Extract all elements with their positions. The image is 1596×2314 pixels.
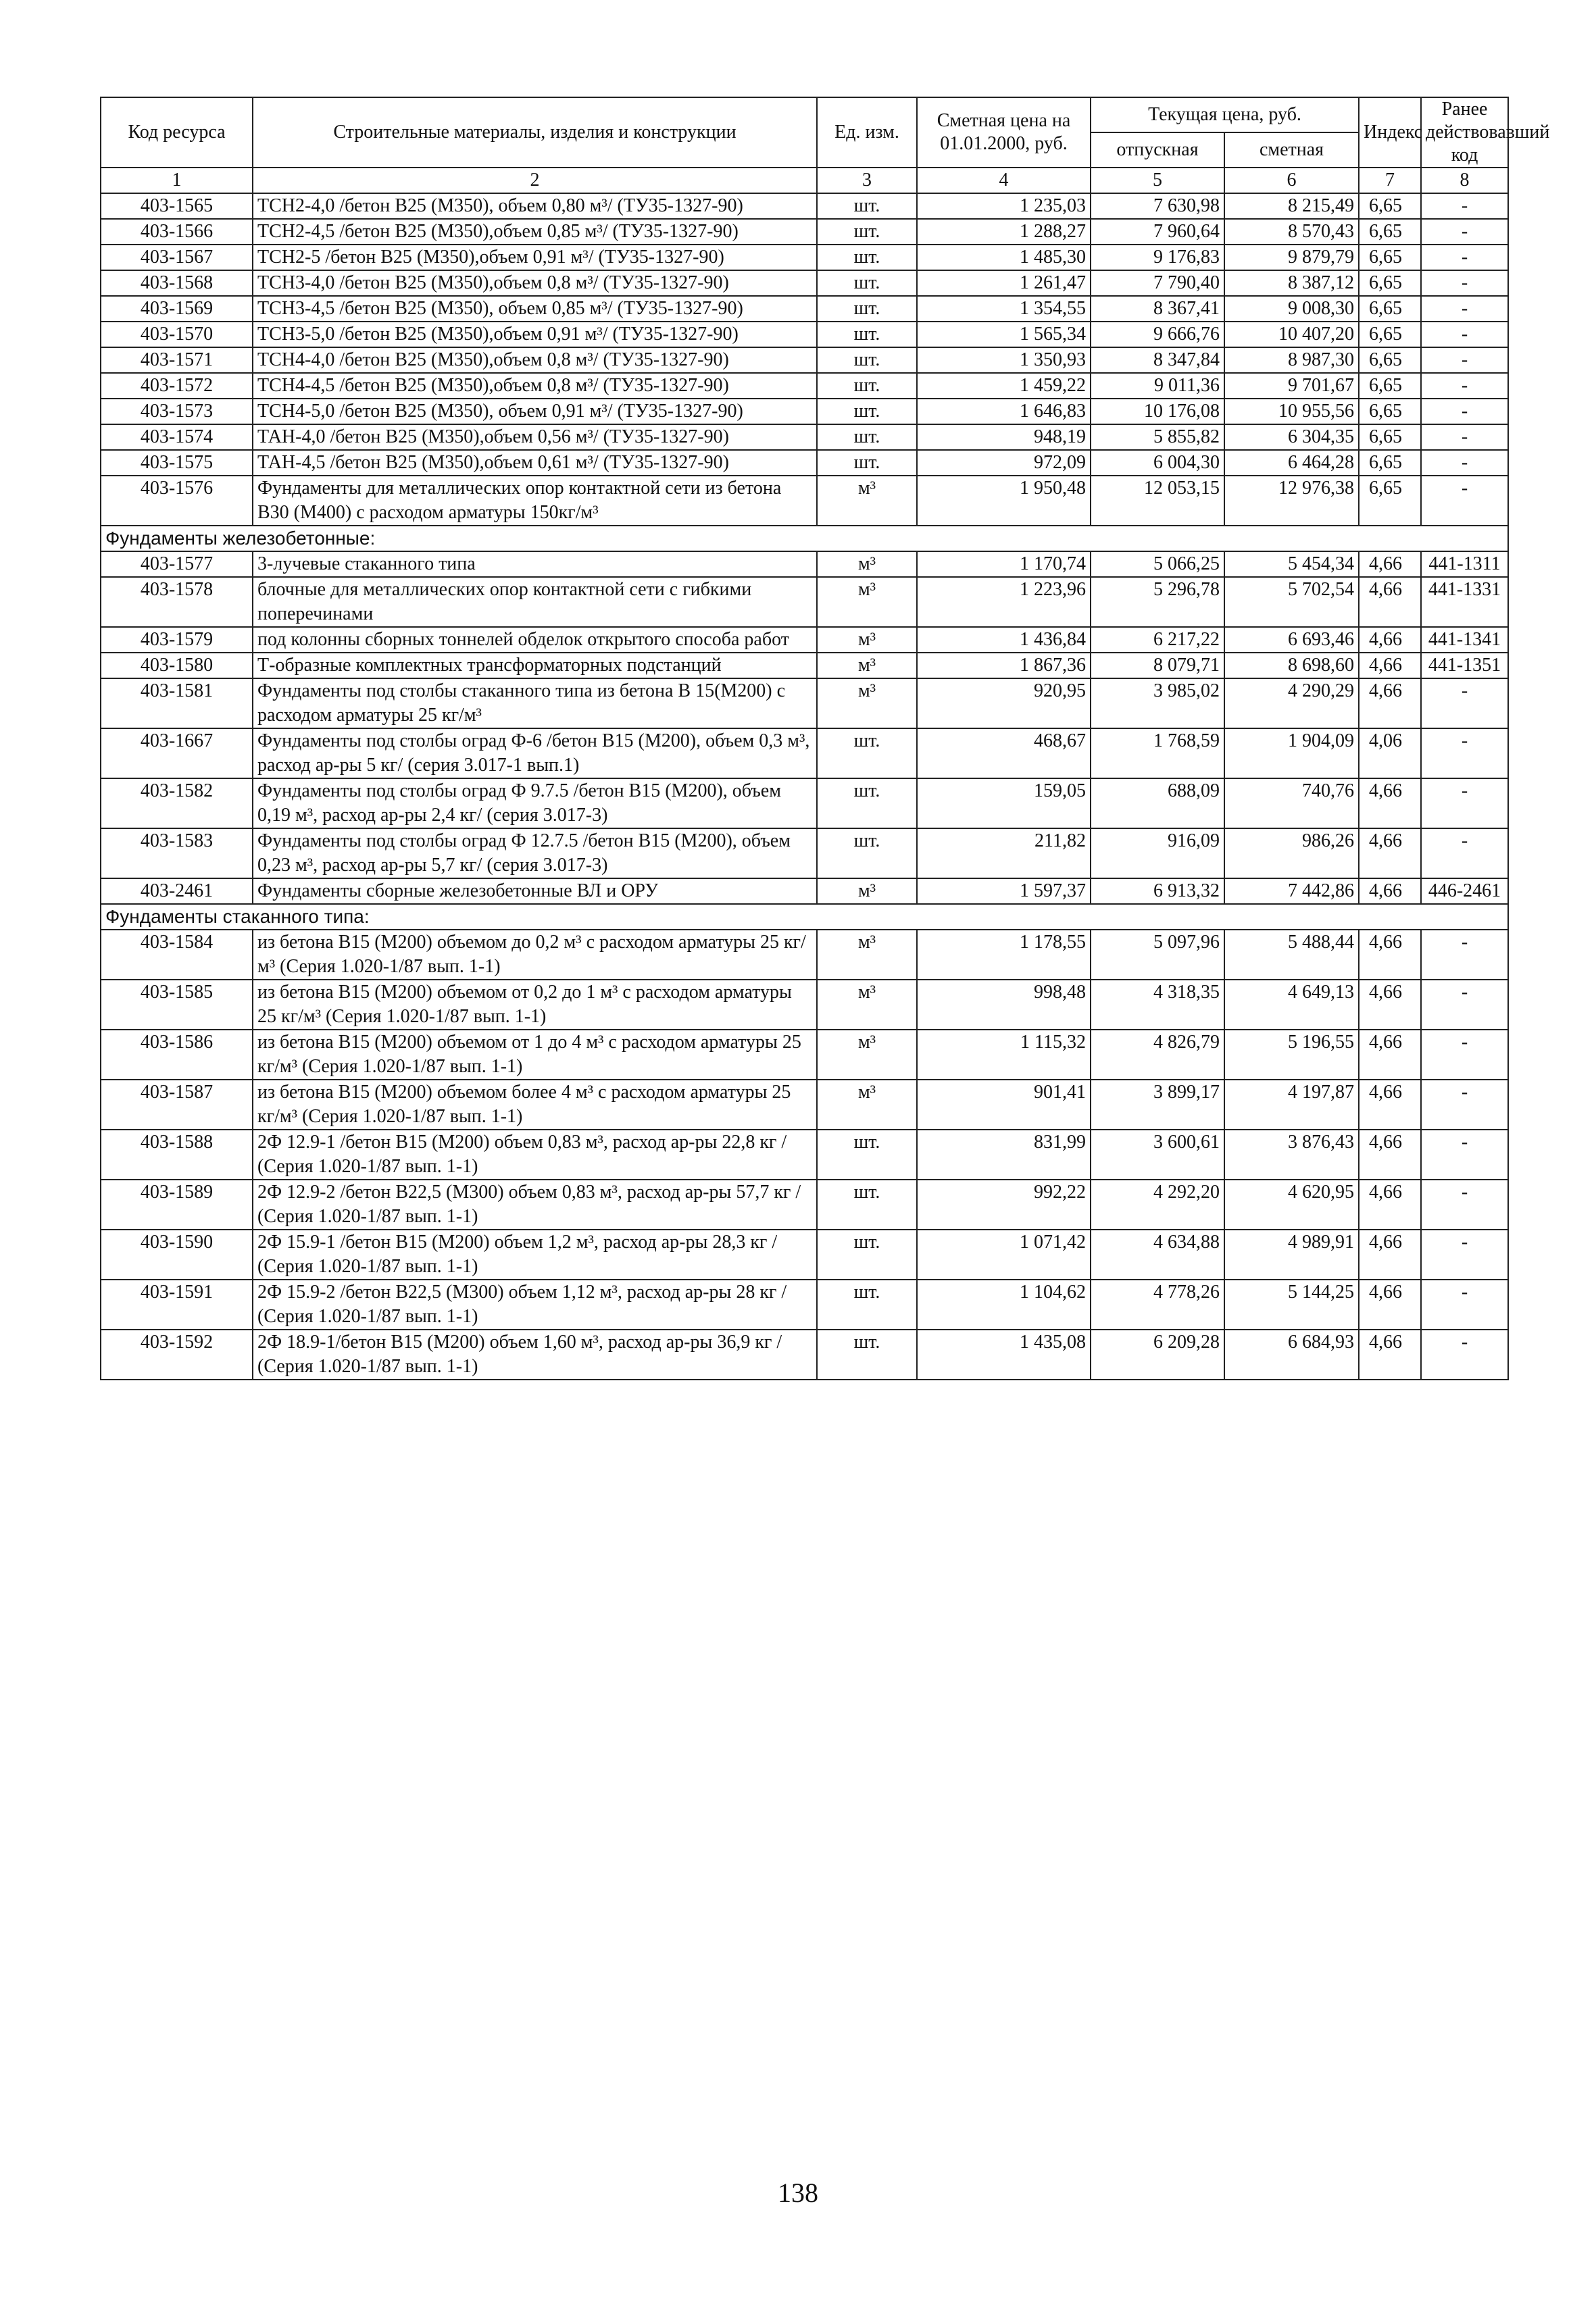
base-price: 992,22 [917,1180,1091,1230]
base-price: 972,09 [917,450,1091,476]
table-row [101,1330,1508,1380]
release-price: 8 079,71 [1091,653,1224,678]
previous-code: 441-1311 [1421,551,1508,577]
resource-code: 403-1570 [101,322,253,347]
column-number: 8 [1421,168,1508,193]
previous-code: - [1421,728,1508,778]
resource-code: 403-1581 [101,678,253,728]
release-price: 6 004,30 [1091,450,1224,476]
previous-code: - [1421,476,1508,526]
resource-code: 403-1577 [101,551,253,577]
resource-code: 403-1572 [101,373,253,399]
table-row [101,245,1508,270]
resource-code: 403-1667 [101,728,253,778]
price-index: 4,66 [1359,551,1421,577]
price-index: 6,65 [1359,193,1421,219]
previous-code: - [1421,1080,1508,1130]
material-name: Фундаменты для металлических опор контактной сети из бетона В30 (М400) с расходом арматуры 150кг/м³ [253,476,817,526]
table-row [101,778,1508,828]
estimate-price: 740,76 [1224,778,1359,828]
price-index: 4,66 [1359,678,1421,728]
estimate-price: 4 649,13 [1224,980,1359,1030]
material-name: 2Ф 18.9-1/бетон В15 (М200) объем 1,60 м³, расход ар-ры 36,9 кг / (Серия 1.020-1/87 вып. 1-1) [253,1330,817,1380]
table-body [101,168,1508,1380]
estimate-price: 5 488,44 [1224,930,1359,980]
resource-code: 403-1573 [101,399,253,424]
unit: м³ [817,1030,917,1080]
material-name: Фундаменты под столбы оград Ф 12.7.5 /бетон В15 (М200), объем 0,23 м³, расход ар-ры 5,7 кг/ (серия 3.017-3) [253,828,817,878]
base-price: 1 436,84 [917,627,1091,653]
base-price: 1 459,22 [917,373,1091,399]
price-index: 6,65 [1359,476,1421,526]
estimate-price: 4 197,87 [1224,1080,1359,1130]
unit: м³ [817,930,917,980]
base-price: 948,19 [917,424,1091,450]
release-price: 7 790,40 [1091,270,1224,296]
table-row [101,476,1508,526]
release-price: 4 634,88 [1091,1230,1224,1280]
estimate-price: 5 144,25 [1224,1280,1359,1330]
estimate-price: 7 442,86 [1224,878,1359,904]
price-table [100,97,1550,1380]
material-name: 3-лучевые стаканного типа [253,551,817,577]
resource-code: 403-1591 [101,1280,253,1330]
previous-code: - [1421,399,1508,424]
resource-code: 403-1585 [101,980,253,1030]
table-row [101,1280,1508,1330]
column-number: 3 [817,168,917,193]
table-row [101,399,1508,424]
release-price: 6 217,22 [1091,627,1224,653]
base-price: 1 071,42 [917,1230,1091,1280]
price-index: 4,06 [1359,728,1421,778]
price-index: 4,66 [1359,1330,1421,1380]
unit: шт. [817,347,917,373]
table-row [101,296,1508,322]
unit: шт. [817,728,917,778]
previous-code: 441-1341 [1421,627,1508,653]
resource-code: 403-1590 [101,1230,253,1280]
release-price: 1 768,59 [1091,728,1224,778]
release-price: 4 318,35 [1091,980,1224,1030]
estimate-price: 5 454,34 [1224,551,1359,577]
header-index: Индекс [1359,97,1421,168]
material-name: Т-образные комплектных трансформаторных подстанций [253,653,817,678]
table-header-row [101,97,1508,132]
header-name: Строительные материалы, изделия и конструкции [253,97,817,168]
base-price: 1 646,83 [917,399,1091,424]
price-index: 4,66 [1359,878,1421,904]
unit: шт. [817,399,917,424]
resource-code: 403-1571 [101,347,253,373]
unit: шт. [817,828,917,878]
base-price: 1 435,08 [917,1330,1091,1380]
unit: шт. [817,296,917,322]
release-price: 7 960,64 [1091,219,1224,245]
price-index: 4,66 [1359,1280,1421,1330]
material-name: ТСН3-4,5 /бетон В25 (М350), объем 0,85 м³/ (ТУ35-1327-90) [253,296,817,322]
unit: м³ [817,551,917,577]
price-index: 6,65 [1359,450,1421,476]
base-price: 901,41 [917,1080,1091,1130]
header-current-price: Текущая цена, руб. [1091,97,1359,132]
price-table-sheet [100,97,1550,1380]
previous-code: - [1421,270,1508,296]
resource-code: 403-2461 [101,878,253,904]
unit: м³ [817,653,917,678]
estimate-price: 12 976,38 [1224,476,1359,526]
header-code: Код ресурса [101,97,253,168]
page-number: 138 [778,2178,818,2208]
unit: шт. [817,193,917,219]
estimate-price: 1 904,09 [1224,728,1359,778]
previous-code: - [1421,678,1508,728]
table-row [101,347,1508,373]
previous-code: - [1421,1330,1508,1380]
unit: м³ [817,476,917,526]
material-name: из бетона В15 (М200) объемом от 0,2 до 1 м³ с расходом арматуры 25 кг/м³ (Серия 1.020-1/87 вып. 1-1) [253,980,817,1030]
unit: шт. [817,1230,917,1280]
price-index: 4,66 [1359,1080,1421,1130]
resource-code: 403-1568 [101,270,253,296]
estimate-price: 3 876,43 [1224,1130,1359,1180]
table-row [101,1080,1508,1130]
previous-code: - [1421,193,1508,219]
unit: м³ [817,1080,917,1130]
base-price: 1 170,74 [917,551,1091,577]
table-row [101,1180,1508,1230]
price-index: 4,66 [1359,980,1421,1030]
table-row [101,678,1508,728]
column-number: 2 [253,168,817,193]
price-index: 4,66 [1359,627,1421,653]
price-index: 6,65 [1359,296,1421,322]
release-price: 5 296,78 [1091,577,1224,627]
release-price: 9 176,83 [1091,245,1224,270]
release-price: 3 600,61 [1091,1130,1224,1180]
unit: м³ [817,878,917,904]
base-price: 1 223,96 [917,577,1091,627]
material-name: Фундаменты сборные железобетонные ВЛ и ОРУ [253,878,817,904]
previous-code: 441-1331 [1421,577,1508,627]
section-title-row [101,904,1508,930]
release-price: 688,09 [1091,778,1224,828]
material-name: блочные для металлических опор контактной сети с гибкими поперечинами [253,577,817,627]
price-index: 4,66 [1359,577,1421,627]
unit: шт. [817,1280,917,1330]
unit: шт. [817,1180,917,1230]
table-row [101,219,1508,245]
table-row [101,373,1508,399]
resource-code: 403-1592 [101,1330,253,1380]
price-index: 6,65 [1359,373,1421,399]
release-price: 5 097,96 [1091,930,1224,980]
table-row [101,270,1508,296]
table-row [101,424,1508,450]
table-row [101,1130,1508,1180]
resource-code: 403-1579 [101,627,253,653]
table-row [101,930,1508,980]
unit: шт. [817,245,917,270]
table-row [101,193,1508,219]
resource-code: 403-1580 [101,653,253,678]
estimate-price: 6 464,28 [1224,450,1359,476]
previous-code: - [1421,1230,1508,1280]
previous-code: - [1421,424,1508,450]
base-price: 920,95 [917,678,1091,728]
table-row [101,828,1508,878]
material-name: 2Ф 12.9-1 /бетон В15 (М200) объем 0,83 м³, расход ар-ры 22,8 кг / (Серия 1.020-1/87 вып. 1-1) [253,1130,817,1180]
resource-code: 403-1586 [101,1030,253,1080]
release-price: 916,09 [1091,828,1224,878]
material-name: под колонны сборных тоннелей обделок открытого способа работ [253,627,817,653]
material-name: ТСН4-4,5 /бетон В25 (М350),объем 0,8 м³/ (ТУ35-1327-90) [253,373,817,399]
estimate-price: 5 702,54 [1224,577,1359,627]
table-row [101,551,1508,577]
table-row [101,450,1508,476]
resource-code: 403-1575 [101,450,253,476]
base-price: 1 350,93 [917,347,1091,373]
base-price: 1 597,37 [917,878,1091,904]
release-price: 6 913,32 [1091,878,1224,904]
previous-code: - [1421,296,1508,322]
estimate-price: 9 701,67 [1224,373,1359,399]
price-index: 6,65 [1359,270,1421,296]
estimate-price: 8 570,43 [1224,219,1359,245]
material-name: из бетона В15 (М200) объемом до 0,2 м³ с расходом арматуры 25 кг/м³ (Серия 1.020-1/87 вып. 1-1) [253,930,817,980]
price-index: 4,66 [1359,1180,1421,1230]
resource-code: 403-1582 [101,778,253,828]
estimate-price: 5 196,55 [1224,1030,1359,1080]
unit: шт. [817,219,917,245]
unit: шт. [817,1130,917,1180]
previous-code: - [1421,778,1508,828]
release-price: 3 985,02 [1091,678,1224,728]
estimate-price: 6 693,46 [1224,627,1359,653]
resource-code: 403-1578 [101,577,253,627]
previous-code: - [1421,373,1508,399]
estimate-price: 6 304,35 [1224,424,1359,450]
release-price: 9 666,76 [1091,322,1224,347]
column-number-row [101,168,1508,193]
table-row [101,878,1508,904]
material-name: ТАН-4,0 /бетон В25 (М350),объем 0,56 м³/ (ТУ35-1327-90) [253,424,817,450]
material-name: ТСН2-5 /бетон В25 (М350),объем 0,91 м³/ (ТУ35-1327-90) [253,245,817,270]
previous-code: - [1421,1030,1508,1080]
resource-code: 403-1583 [101,828,253,878]
resource-code: 403-1574 [101,424,253,450]
resource-code: 403-1576 [101,476,253,526]
base-price: 468,67 [917,728,1091,778]
release-price: 9 011,36 [1091,373,1224,399]
base-price: 831,99 [917,1130,1091,1180]
material-name: ТАН-4,5 /бетон В25 (М350),объем 0,61 м³/ (ТУ35-1327-90) [253,450,817,476]
header-base-price: Сметная цена на 01.01.2000, руб. [917,97,1091,168]
estimate-price: 6 684,93 [1224,1330,1359,1380]
table-row [101,653,1508,678]
estimate-price: 4 290,29 [1224,678,1359,728]
material-name: ТСН2-4,0 /бетон В25 (М350), объем 0,80 м³/ (ТУ35-1327-90) [253,193,817,219]
previous-code: - [1421,450,1508,476]
release-price: 10 176,08 [1091,399,1224,424]
unit: шт. [817,373,917,399]
price-index: 4,66 [1359,778,1421,828]
estimate-price: 9 879,79 [1224,245,1359,270]
unit: м³ [817,980,917,1030]
release-price: 5 855,82 [1091,424,1224,450]
column-number: 1 [101,168,253,193]
header-prev-code: Ранее действовавший код [1421,97,1508,168]
previous-code: - [1421,1180,1508,1230]
unit: шт. [817,778,917,828]
release-price: 4 826,79 [1091,1030,1224,1080]
table-row [101,627,1508,653]
previous-code: - [1421,245,1508,270]
resource-code: 403-1589 [101,1180,253,1230]
release-price: 4 292,20 [1091,1180,1224,1230]
price-index: 4,66 [1359,653,1421,678]
material-name: ТСН2-4,5 /бетон В25 (М350),объем 0,85 м³/ (ТУ35-1327-90) [253,219,817,245]
material-name: из бетона В15 (М200) объемом более 4 м³ с расходом арматуры 25 кг/м³ (Серия 1.020-1/87 вып. 1-1) [253,1080,817,1130]
table-row [101,728,1508,778]
table-row [101,322,1508,347]
base-price: 998,48 [917,980,1091,1030]
price-index: 4,66 [1359,1230,1421,1280]
unit: шт. [817,270,917,296]
column-number: 5 [1091,168,1224,193]
resource-code: 403-1565 [101,193,253,219]
estimate-price: 4 989,91 [1224,1230,1359,1280]
material-name: ТСН4-4,0 /бетон В25 (М350),объем 0,8 м³/ (ТУ35-1327-90) [253,347,817,373]
previous-code: - [1421,930,1508,980]
unit: шт. [817,322,917,347]
base-price: 1 354,55 [917,296,1091,322]
price-index: 4,66 [1359,930,1421,980]
section-title: Фундаменты железобетонные: [101,526,1508,551]
unit: м³ [817,627,917,653]
previous-code: 446-2461 [1421,878,1508,904]
price-index: 4,66 [1359,828,1421,878]
section-title-row [101,526,1508,551]
table-row [101,577,1508,627]
estimate-price: 8 215,49 [1224,193,1359,219]
previous-code: - [1421,1280,1508,1330]
resource-code: 403-1584 [101,930,253,980]
base-price: 1 565,34 [917,322,1091,347]
estimate-price: 986,26 [1224,828,1359,878]
base-price: 1 178,55 [917,930,1091,980]
release-price: 5 066,25 [1091,551,1224,577]
base-price: 1 288,27 [917,219,1091,245]
release-price: 7 630,98 [1091,193,1224,219]
material-name: Фундаменты под столбы стаканного типа из бетона В 15(М200) с расходом арматуры 25 кг/м³ [253,678,817,728]
material-name: ТСН3-5,0 /бетон В25 (М350),объем 0,91 м³/ (ТУ35-1327-90) [253,322,817,347]
release-price: 8 347,84 [1091,347,1224,373]
material-name: 2Ф 15.9-2 /бетон В22,5 (М300) объем 1,12 м³, расход ар-ры 28 кг / (Серия 1.020-1/87 вып. 1-1) [253,1280,817,1330]
table-row [101,1230,1508,1280]
price-index: 4,66 [1359,1130,1421,1180]
estimate-price: 9 008,30 [1224,296,1359,322]
resource-code: 403-1567 [101,245,253,270]
estimate-price: 4 620,95 [1224,1180,1359,1230]
unit: шт. [817,424,917,450]
previous-code: 441-1351 [1421,653,1508,678]
unit: м³ [817,577,917,627]
release-price: 3 899,17 [1091,1080,1224,1130]
column-number: 7 [1359,168,1421,193]
previous-code: - [1421,347,1508,373]
unit: шт. [817,450,917,476]
material-name: ТСН4-5,0 /бетон В25 (М350), объем 0,91 м³/ (ТУ35-1327-90) [253,399,817,424]
previous-code: - [1421,1130,1508,1180]
release-price: 12 053,15 [1091,476,1224,526]
unit: м³ [817,678,917,728]
column-number: 4 [917,168,1091,193]
price-index: 6,65 [1359,322,1421,347]
base-price: 1 950,48 [917,476,1091,526]
section-title: Фундаменты стаканного типа: [101,904,1508,930]
price-index: 6,65 [1359,347,1421,373]
header-release-price: отпускная [1091,132,1224,168]
material-name: из бетона В15 (М200) объемом от 1 до 4 м³ с расходом арматуры 25 кг/м³ (Серия 1.020-1/87 вып. 1-1) [253,1030,817,1080]
price-index: 4,66 [1359,1030,1421,1080]
release-price: 4 778,26 [1091,1280,1224,1330]
base-price: 1 261,47 [917,270,1091,296]
column-number: 6 [1224,168,1359,193]
price-index: 6,65 [1359,219,1421,245]
unit: шт. [817,1330,917,1380]
price-index: 6,65 [1359,245,1421,270]
price-index: 6,65 [1359,399,1421,424]
material-name: ТСН3-4,0 /бетон В25 (М350),объем 0,8 м³/ (ТУ35-1327-90) [253,270,817,296]
header-estimate-price: сметная [1224,132,1359,168]
base-price: 1 867,36 [917,653,1091,678]
previous-code: - [1421,219,1508,245]
material-name: Фундаменты под столбы оград Ф 9.7.5 /бетон В15 (М200), объем 0,19 м³, расход ар-ры 2,4 кг/ (серия 3.017-3) [253,778,817,828]
base-price: 1 115,32 [917,1030,1091,1080]
base-price: 1 485,30 [917,245,1091,270]
material-name: Фундаменты под столбы оград Ф-6 /бетон В15 (М200), объем 0,3 м³, расход ар-ры 5 кг/ (серия 3.017-1 вып.1) [253,728,817,778]
resource-code: 403-1566 [101,219,253,245]
release-price: 6 209,28 [1091,1330,1224,1380]
previous-code: - [1421,828,1508,878]
header-unit: Ед. изм. [817,97,917,168]
estimate-price: 8 987,30 [1224,347,1359,373]
estimate-price: 8 698,60 [1224,653,1359,678]
resource-code: 403-1588 [101,1130,253,1180]
estimate-price: 8 387,12 [1224,270,1359,296]
resource-code: 403-1587 [101,1080,253,1130]
table-row [101,980,1508,1030]
resource-code: 403-1569 [101,296,253,322]
estimate-price: 10 407,20 [1224,322,1359,347]
release-price: 8 367,41 [1091,296,1224,322]
material-name: 2Ф 12.9-2 /бетон В22,5 (М300) объем 0,83 м³, расход ар-ры 57,7 кг / (Серия 1.020-1/87 вып. 1-1) [253,1180,817,1230]
material-name: 2Ф 15.9-1 /бетон В15 (М200) объем 1,2 м³, расход ар-ры 28,3 кг / (Серия 1.020-1/87 вып. 1-1) [253,1230,817,1280]
base-price: 1 104,62 [917,1280,1091,1330]
estimate-price: 10 955,56 [1224,399,1359,424]
table-row [101,1030,1508,1080]
previous-code: - [1421,322,1508,347]
base-price: 159,05 [917,778,1091,828]
base-price: 1 235,03 [917,193,1091,219]
base-price: 211,82 [917,828,1091,878]
price-index: 6,65 [1359,424,1421,450]
previous-code: - [1421,980,1508,1030]
